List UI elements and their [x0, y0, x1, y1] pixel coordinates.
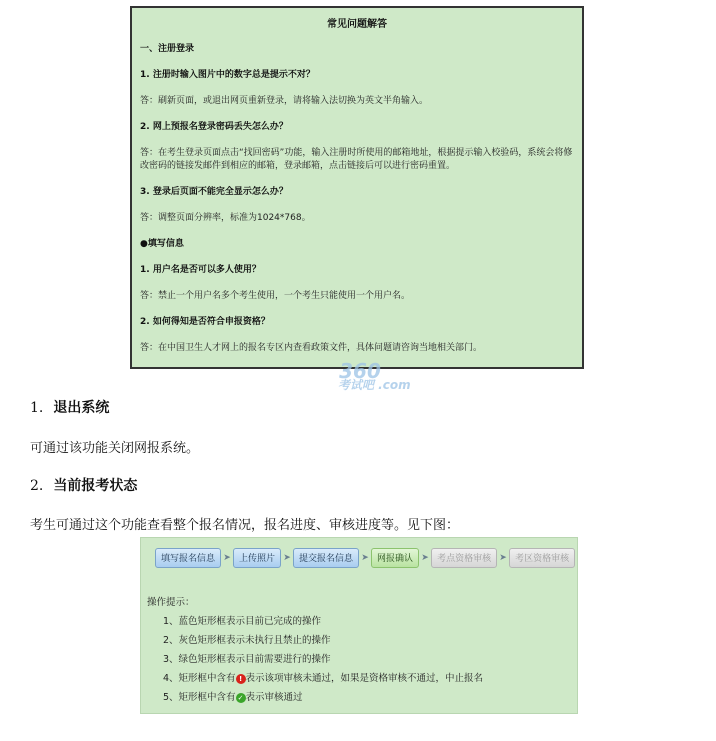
watermark-logo [300, 356, 420, 392]
tips-title: 操作提示： [147, 597, 195, 608]
faq-question: 3. 登录后页面不能完全显示怎么办？ [140, 187, 288, 197]
arrow-right-icon: ➤ [421, 553, 429, 563]
arrow-right-icon: ➤ [283, 553, 291, 563]
arrow-right-icon: ➤ [499, 553, 507, 563]
faq-answer: 答：在考生登录页面点击“找回密码”功能，输入注册时所使用的邮箱地址，根据提示输入校验码，系统会将修改密码的链接发邮件到相应的邮箱，登录邮箱，点击链接后可以进行密码重置。 [140, 148, 573, 171]
heading-number: 2. [30, 478, 44, 494]
tip-text: 表示该项审核未通过，如果是资格审核不通过，中止报名 [245, 673, 484, 684]
tip-item: 2、灰色矩形框表示未执行且禁止的操作 [163, 635, 331, 646]
tip-text: 4、矩形框中含有 [163, 673, 236, 684]
faq-panel [130, 6, 584, 369]
faq-question: 2. 如何得知是否符合申报资格？ [140, 317, 270, 327]
heading-number: 1. [30, 400, 44, 416]
watermark-sub: 考试吧 .com [338, 378, 411, 392]
faq-section-fill-info: ●填写信息 [140, 239, 184, 249]
tip-item: 3、绿色矩形框表示目前需要进行的操作 [163, 654, 331, 665]
check-icon: ✓ [236, 693, 246, 703]
status-panel [140, 537, 578, 714]
faq-answer: 答：刷新页面，或退出网页重新登录，请将输入法切换为英文半角输入。 [140, 96, 429, 106]
step-region-review: 考区资格审核 [509, 548, 575, 568]
status-text: 考生可通过这个功能查看整个报名情况，报名进度、审核进度等。见下图： [30, 518, 460, 533]
step-confirm[interactable]: 网报确认 [371, 548, 419, 568]
faq-question: 2. 网上预报名登录密码丢失怎么办？ [140, 122, 288, 132]
tip-text: 表示审核通过 [245, 692, 303, 703]
heading-title: 当前报考状态 [53, 478, 138, 494]
faq-answer: 答：在中国卫生人才网上的报名专区内查看政策文件，具体问题请咨询当地相关部门。 [140, 343, 483, 353]
step-upload-photo[interactable]: 上传照片 [233, 548, 281, 568]
tip-text: 5、矩形框中含有 [163, 692, 236, 703]
progress-steps [155, 547, 575, 569]
faq-section-register: 一、注册登录 [140, 44, 195, 54]
exit-system-text: 可通过该功能关闭网报系统。 [30, 441, 200, 456]
tip-item: 1、蓝色矩形框表示目前已完成的操作 [163, 616, 322, 627]
arrow-right-icon: ➤ [223, 553, 231, 563]
step-fill-info[interactable]: 填写报名信息 [155, 548, 221, 568]
step-submit-info[interactable]: 提交报名信息 [293, 548, 359, 568]
tip-item [147, 669, 483, 688]
faq-answer: 答：禁止一个用户名多个考生使用，一个考生只能使用一个用户名。 [140, 291, 411, 301]
operation-tips [147, 593, 483, 707]
heading-exit-system [30, 397, 109, 417]
arrow-right-icon: ➤ [361, 553, 369, 563]
faq-question: 1. 注册时输入图片中的数字总是提示不对？ [140, 70, 315, 80]
faq-title: 常见问题解答 [327, 19, 387, 30]
faq-answer: 答：调整页面分辨率，标准为1024*768。 [140, 213, 311, 223]
heading-title: 退出系统 [53, 400, 110, 416]
tip-item [147, 688, 483, 707]
faq-question: 1. 用户名是否可以多人使用？ [140, 265, 261, 275]
step-site-review: 考点资格审核 [431, 548, 497, 568]
watermark-main: 360 [339, 359, 381, 383]
warning-icon: ! [236, 674, 246, 684]
heading-status [30, 475, 137, 495]
